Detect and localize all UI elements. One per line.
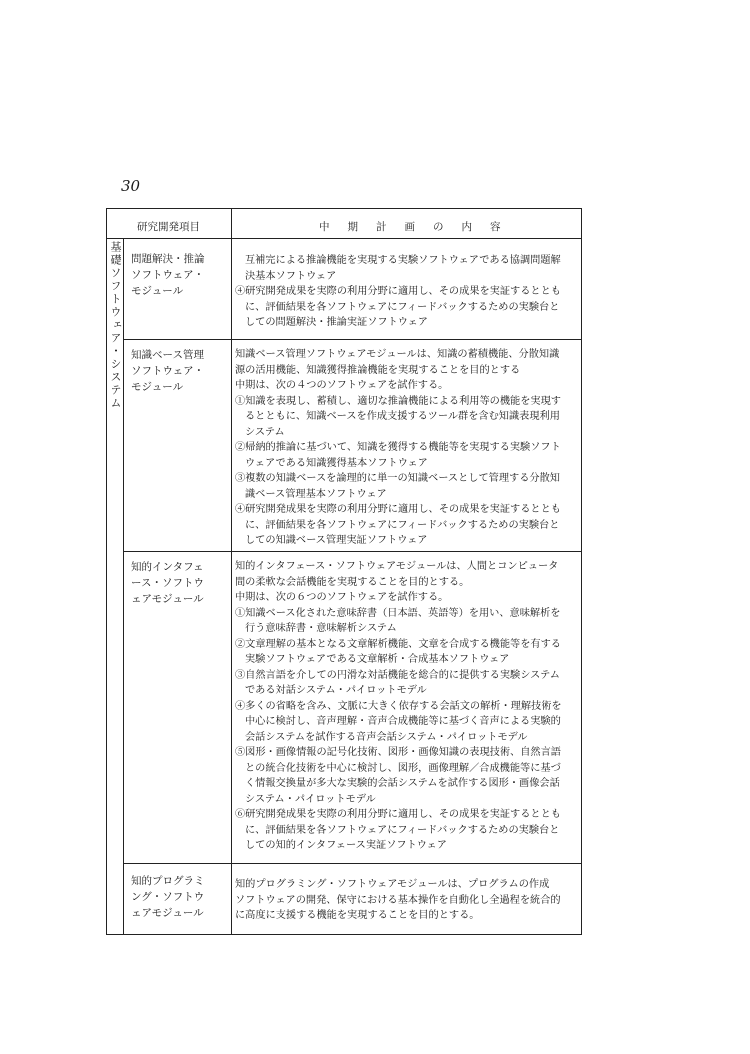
row-item-label: 知的プログラミ ング・ソフトウ ェアモジュール	[131, 875, 205, 919]
row-divider	[123, 339, 581, 340]
row-item-label: 問題解決・推論 ソフトウェア・ モジュール	[131, 253, 205, 297]
category-label: 基礎ソフトウェア・システム	[109, 241, 122, 410]
row-item-label: 知識ベース管理 ソフトウェア・ モジュール	[131, 349, 205, 393]
row-item-label: 知的インタフェ ース・ソフトウ ェアモジュール	[131, 561, 204, 605]
category-column-divider	[123, 238, 124, 934]
row-content: 互補完による推論機能を実現する実験ソフトウェアである協調問題解 決基本ソフトウェア ④研究開発成果を実際の利用分野に適用し、その成果を実証するととも に、評価結果を各ソフトウェアにフィードバックするための実験台と しての問題解決・推論実証ソフトウェア	[235, 255, 561, 328]
row-content: 知的プログラミング・ソフトウェアモジュールは、プログラムの作成 ソフトウェアの開発、保守における基本操作を自動化し全過程を統合的 に高度に支援する機能を実現することを目的とする。	[235, 879, 561, 921]
item-column-divider	[231, 209, 232, 934]
plan-table	[106, 208, 582, 935]
row-content: 知的インタフェース・ソフトウェアモジュールは、人間とコンピュータ 間の柔軟な会話機能を実現することを目的とする。 中期は、次の６つのソフトウェアを試作する。 ①知識ベース化された意味辞書（日本語、英語等）を用い、意味解析を 行う意味辞書・意味解析システム ②文章理解の基本となる文章解析機能、文章を合成する機能等を有する 実験ソフトウェアである文章解析・合成基本ソフトウェア ③自然言語を介しての円滑な対話機能を総合的に提供する実験システム である対話システム・パイロットモデル ④多くの省略を含み、文脈に大きく依存する会話文の解析・理解技術を 中心に検討し、音声理解・音声合成機能等に基づく音声による実験的 会話システムを試作する音声会話システム・パイロットモデル ⑤図形・画像情報の記号化技術、図形・画像知識の表現技術、自然言語 との統合化技術を中心に検討し、図形，画像理解／合成機能等に基づ く情報交換量が多大な実験的会話システムを試作する図形・画像会話 システム・パイロットモデル ⑥研究開発成果を実際の利用分野に適用し、その成果を実証するととも に、評価結果を各ソフトウェアにフィードバックするための実験台と しての知的インタフェース実証ソフトウェア	[235, 561, 562, 851]
row-content: 知識ベース管理ソフトウェアモジュールは、知識の蓄積機能、分散知識 源の活用機能、知識獲得推論機能を実現することを目的とする 中期は、次の４つのソフトウェアを試作する。 ①知識を表現し、蓄積し、適切な推論機能による利用等の機能を実現す るとともに、知識ベースを作成支援するツール群を含む知識表現利用 システム ②帰納的推論に基づいて、知識を獲得する機能等を実現する実験ソフト ウェアである知識獲得基本ソフトウェア ③複数の知識ベースを論理的に単一の知識ベースとして管理する分散知 識ベース管理基本ソフトウェア ④研究開発成果を実際の利用分野に適用し、その成果を実証するととも に、評価結果を各ソフトウェアにフィードバックするための実験台と しての知識ベース管理実証ソフトウェア	[235, 349, 561, 546]
header-divider	[107, 238, 581, 239]
row-divider	[123, 863, 581, 864]
header-item-column: 研究開発項目	[137, 221, 200, 233]
page-number: 30	[121, 177, 141, 195]
row-divider	[123, 551, 581, 552]
header-content-column: 中期計画の内容	[319, 221, 519, 233]
